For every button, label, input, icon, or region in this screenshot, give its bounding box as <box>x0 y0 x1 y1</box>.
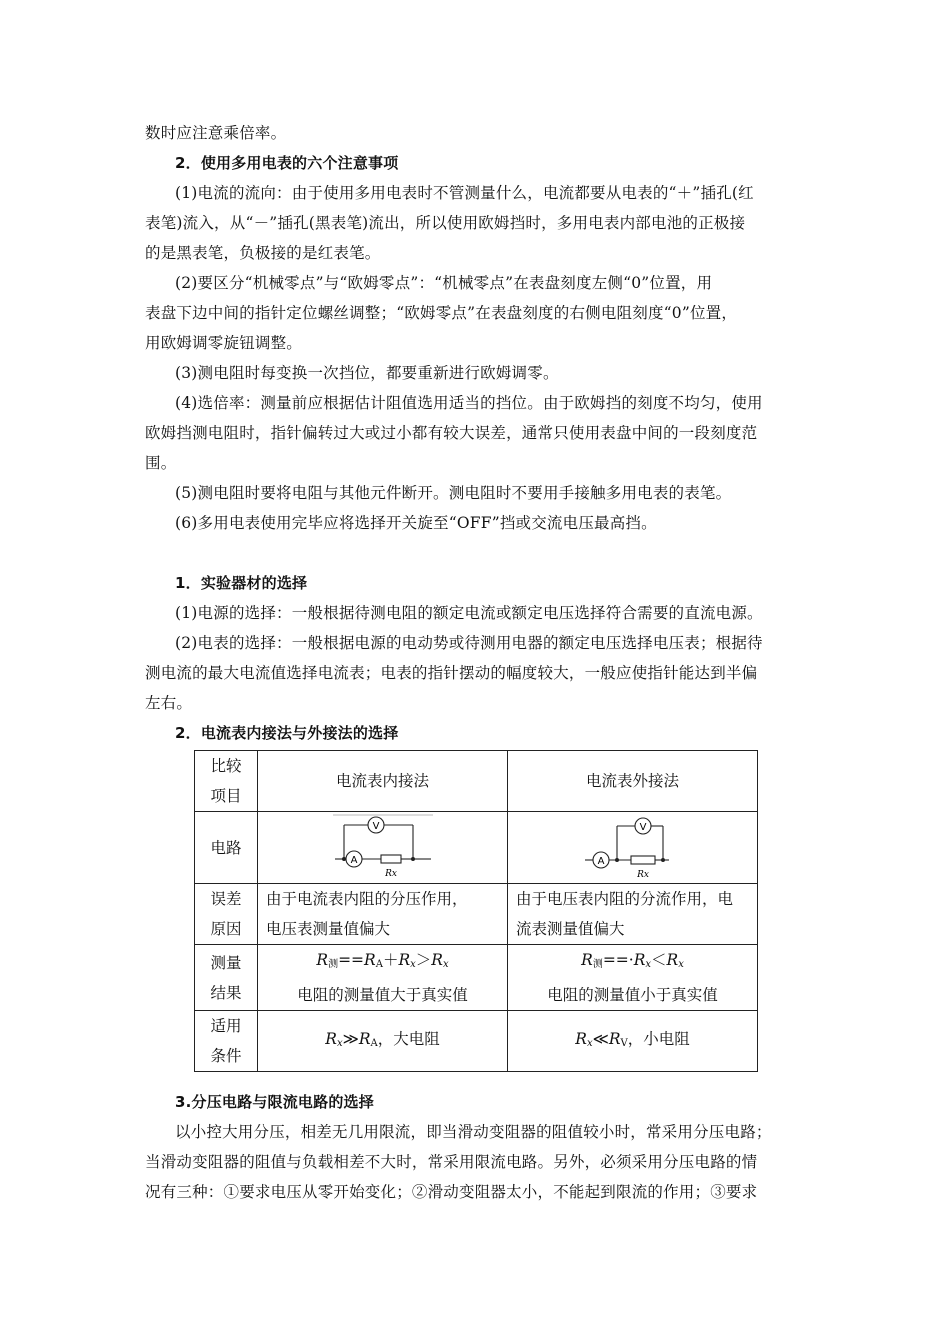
cell-text: 电阻的测量值大于真实值 <box>297 986 468 1004</box>
row-label-line: 适用 <box>210 1017 242 1035</box>
paragraph-line: 表笔)流入，从“－”插孔(黑表笔)流出，所以使用欧姆挡时，多用电表内部电池的正极接 <box>145 214 746 232</box>
paragraph-line: (3)测电阻时每变换一次挡位，都要重新进行欧姆调零。 <box>175 364 559 382</box>
cell-text: 电压表测量值偏大 <box>266 920 391 938</box>
ammeter-label: A <box>597 855 604 867</box>
paragraph-line: (1)电流的流向：由于使用多用电表时不管测量什么，电流都要从电表的“＋”插孔(红 <box>175 184 754 202</box>
section-heading: 2．使用多用电表的六个注意事项 <box>175 154 399 172</box>
table-row <box>195 812 758 884</box>
section-heading: 3.分压电路与限流电路的选择 <box>175 1093 374 1111</box>
row-label-line: 测量 <box>210 953 242 972</box>
circuit-cell-external <box>508 812 758 884</box>
cell-text: 电阻的测量值小于真实值 <box>547 986 718 1004</box>
comparison-table <box>194 750 758 1072</box>
paragraph-line: 况有三种：①要求电压从零开始变化；②滑动变阻器太小，不能起到限流的作用；③要求 <box>145 1183 758 1201</box>
formula: $R_测==R_A+R_x>R_x$ <box>316 951 449 970</box>
internal-connection-circuit-diagram <box>333 814 433 882</box>
row-label-line: 误差 <box>210 890 242 908</box>
row-label-line: 原因 <box>210 920 242 938</box>
resistor-label: Rx <box>636 869 649 880</box>
cell-text: 由于电流表内阻的分压作用， <box>266 890 468 908</box>
paragraph-line: 欧姆挡测电阻时，指针偏转过大或过小都有较大误差，通常只使用表盘中间的一段刻度范 <box>145 424 758 442</box>
table-header-cell <box>195 751 258 812</box>
paragraph-line: 围。 <box>145 454 177 472</box>
cell-text: 流表测量值偏大 <box>516 920 625 938</box>
measurement-result-external <box>508 945 758 1011</box>
row-label <box>195 945 258 1011</box>
condition-external: $R_x≪R_V$，小电阻 <box>508 1011 758 1072</box>
paragraph-line: (5)测电阻时要将电阻与其他元件断开。测电阻时不要用手接触多用电表的表笔。 <box>175 484 732 502</box>
row-label-line: 条件 <box>210 1047 242 1065</box>
formula: $R_测==\cdot R_x<R_x$ <box>581 951 684 970</box>
table-row <box>195 751 758 812</box>
circuit-cell-internal <box>258 812 508 884</box>
section-heading: 2．电流表内接法与外接法的选择 <box>175 724 399 742</box>
paragraph-line: 测电流的最大电流值选择电流表；电表的指针摆动的幅度较大，一般应使指针能达到半偏 <box>145 664 758 682</box>
paragraph-line: 数时应注意乘倍率。 <box>145 124 287 142</box>
header-label: 比较 <box>210 757 242 775</box>
error-cause-internal <box>258 884 508 945</box>
resistor-label: Rx <box>384 868 397 879</box>
measurement-result-internal <box>258 945 508 1011</box>
error-cause-external <box>508 884 758 945</box>
table-header-cell: 电流表外接法 <box>508 751 758 812</box>
row-label-line: 结果 <box>210 983 242 1002</box>
paragraph-line: (2)要区分“机械零点”与“欧姆零点”：“机械零点”在表盘刻度左侧“0”位置，用 <box>175 274 713 292</box>
table-row <box>195 1011 758 1072</box>
condition-internal: $R_x≫R_A$，大电阻 <box>258 1011 508 1072</box>
paragraph-line: 用欧姆调零旋钮调整。 <box>145 334 303 352</box>
header-label: 项目 <box>210 787 242 805</box>
paragraph-line: 以小控大用分压，相差无几用限流，即当滑动变阻器的阻值较小时，常采用分压电路； <box>175 1123 772 1141</box>
voltmeter-label: V <box>372 820 379 832</box>
ammeter-label: A <box>350 854 357 866</box>
voltmeter-label: V <box>639 821 646 833</box>
paragraph-line: 当滑动变阻器的阻值与负载相差不大时，常采用限流电路。另外，必须采用分压电路的情 <box>145 1153 758 1171</box>
paragraph-line: (6)多用电表使用完毕应将选择开关旋至“OFF”挡或交流电压最高挡。 <box>175 514 657 532</box>
table-header-cell: 电流表内接法 <box>258 751 508 812</box>
paragraph-line: (1)电源的选择：一般根据待测电阻的额定电流或额定电压选择符合需要的直流电源。 <box>175 604 763 622</box>
table-row <box>195 884 758 945</box>
paragraph-line: 的是黑表笔，负极接的是红表笔。 <box>145 244 381 262</box>
section-heading: 1．实验器材的选择 <box>175 574 308 592</box>
cell-text: 由于电压表内阻的分流作用，电 <box>516 890 734 908</box>
external-connection-circuit-diagram <box>583 814 683 882</box>
row-label <box>195 1011 258 1072</box>
paragraph-line: 左右。 <box>145 694 193 712</box>
table-row <box>195 945 758 1011</box>
paragraph-line: (4)选倍率：测量前应根据估计阻值选用适当的挡位。由于欧姆挡的刻度不均匀，使用 <box>175 394 763 412</box>
row-label: 电路 <box>195 812 258 884</box>
paragraph-line: (2)电表的选择：一般根据电源的电动势或待测用电器的额定电压选择电压表；根据待 <box>175 634 763 652</box>
row-label <box>195 884 258 945</box>
paragraph-line: 表盘下边中间的指针定位螺丝调整；“欧姆零点”在表盘刻度的右侧电阻刻度“0”位置， <box>145 304 738 322</box>
